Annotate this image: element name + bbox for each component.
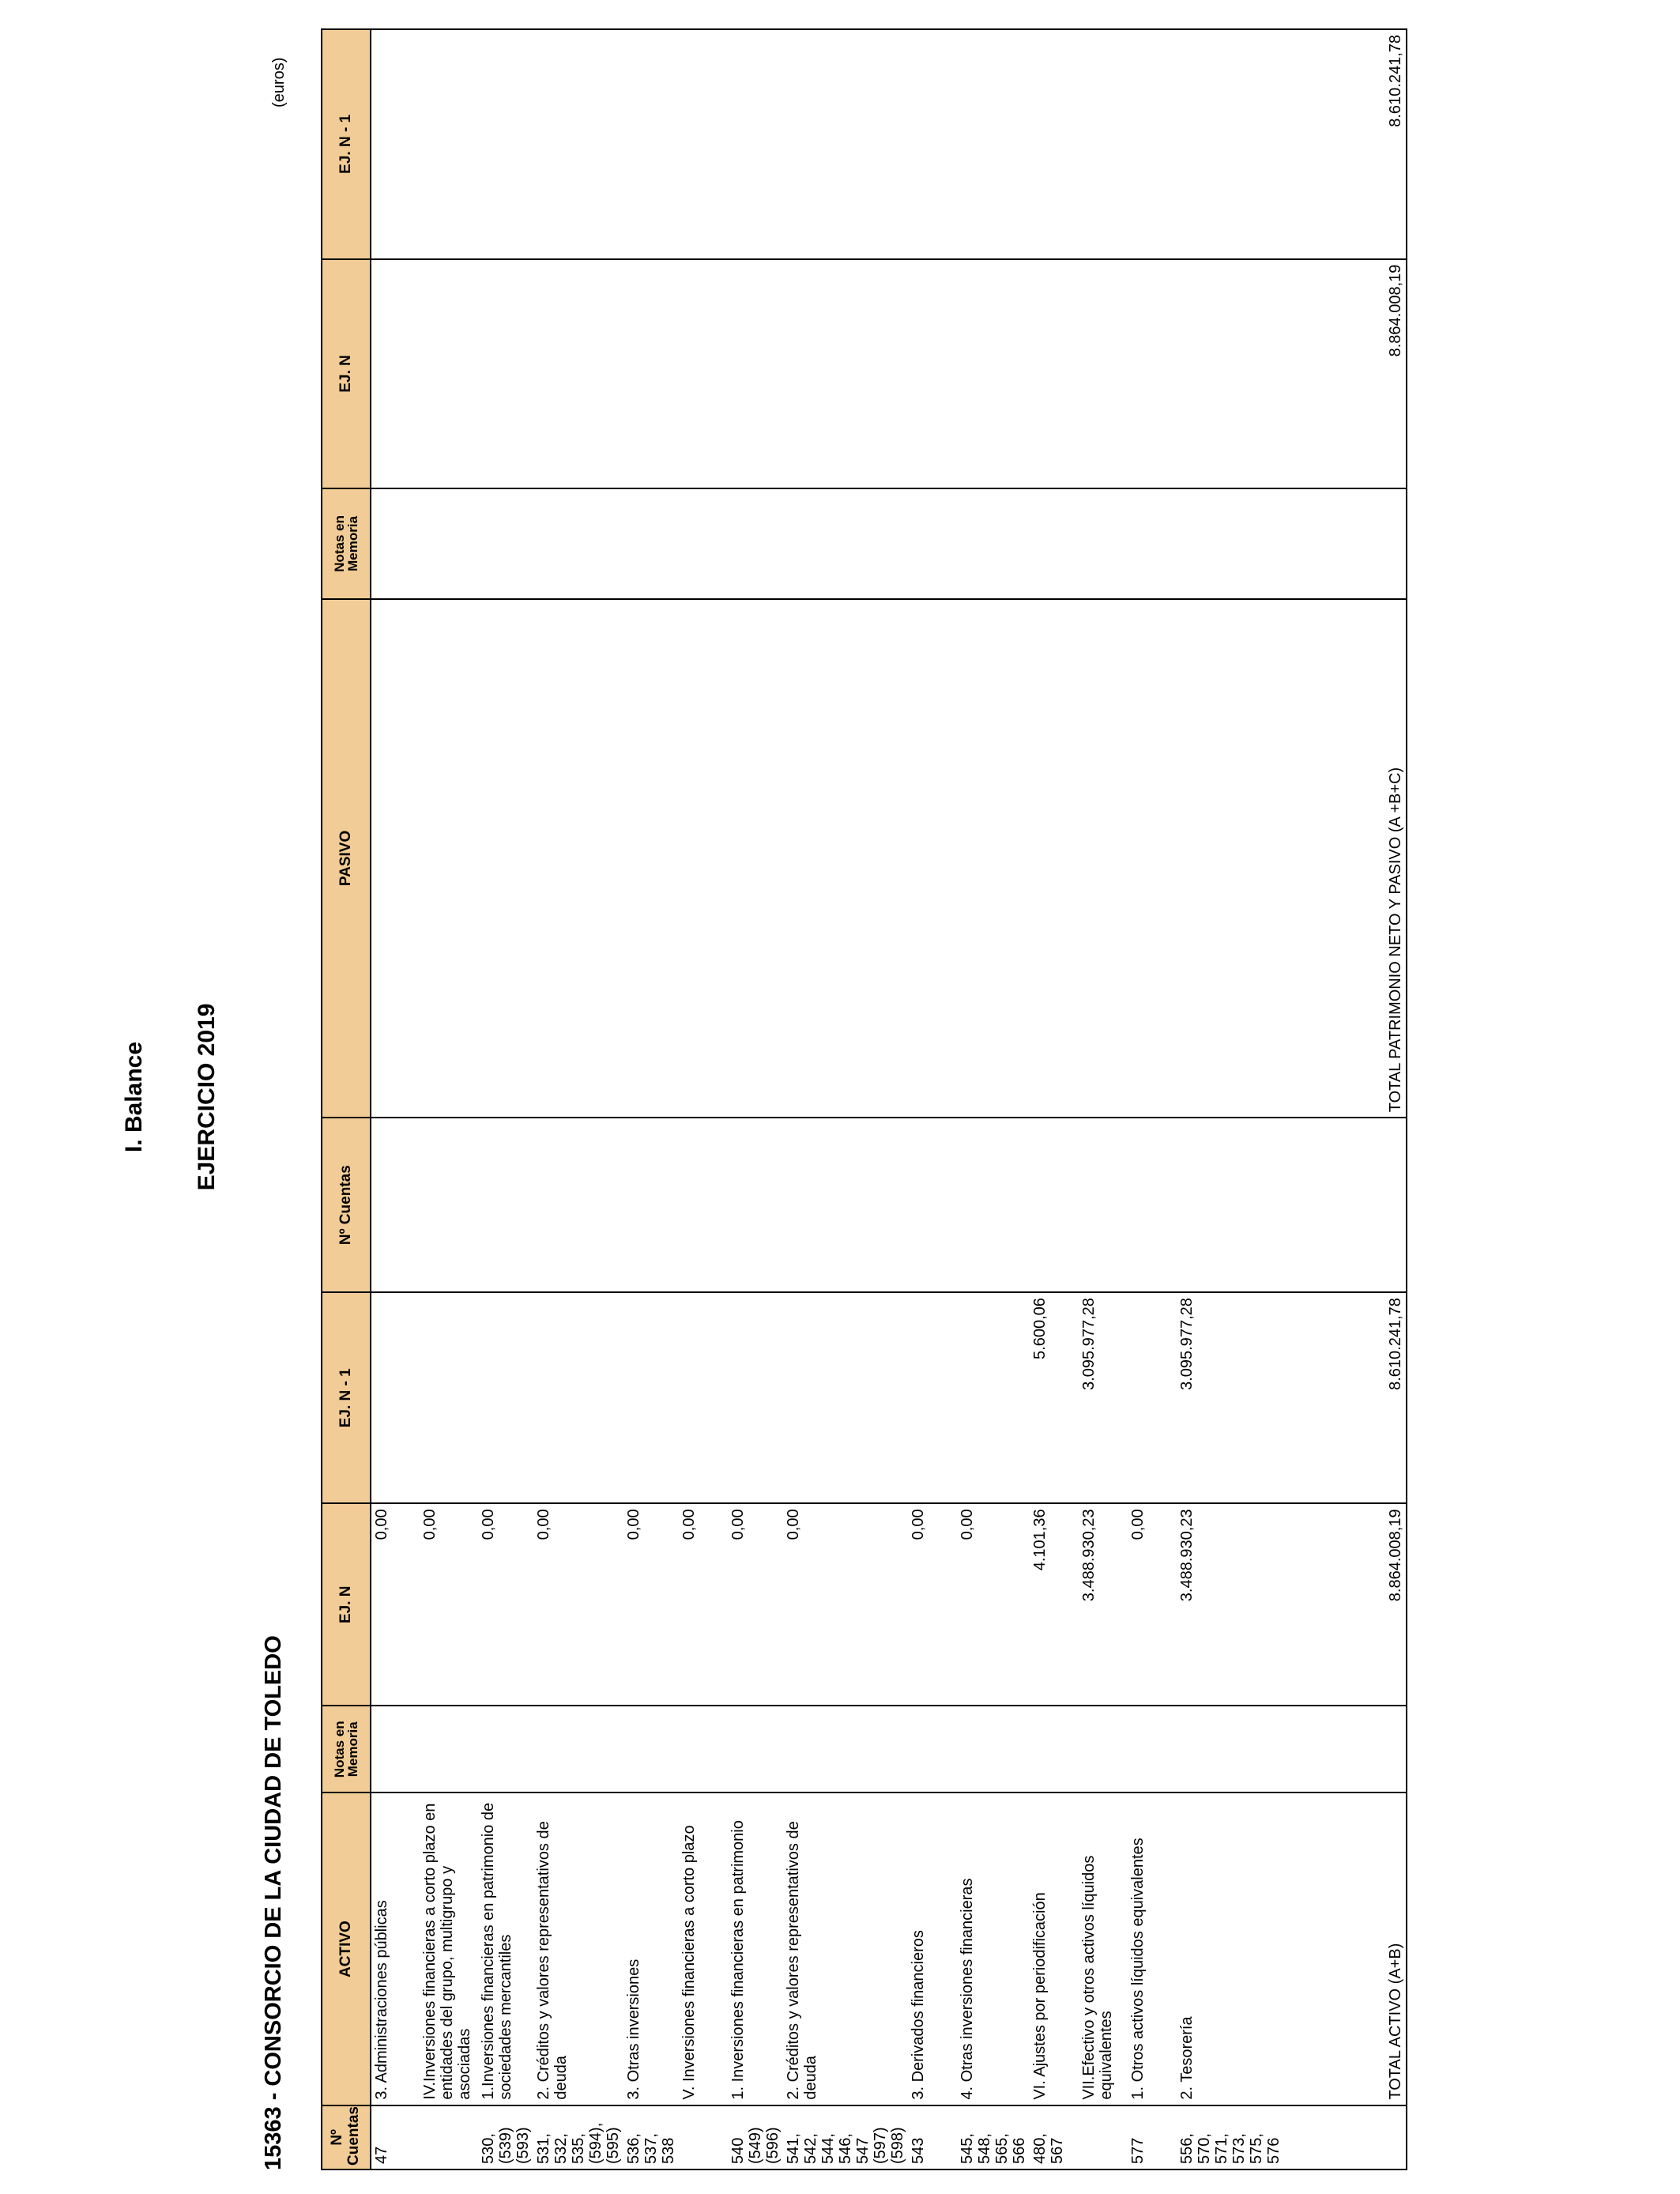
- pasivo-empty-cell: [1030, 488, 1079, 598]
- pasivo-empty-cell: [1128, 488, 1177, 598]
- pasivo-empty-cell: [533, 599, 623, 1118]
- pasivo-empty-cell: [371, 1118, 420, 1292]
- page-subtitle: EJERCICIO 2019: [194, 1003, 220, 1191]
- pasivo-empty-cell: [371, 259, 420, 489]
- pasivo-empty-cell: [1128, 259, 1177, 489]
- balance-table: [321, 28, 1407, 2170]
- ejn-cell: 3.488.930,23: [1177, 1503, 1284, 1706]
- notas-cell: [1128, 1706, 1177, 1793]
- pasivo-empty-cell: [679, 259, 728, 489]
- notas-cell: [371, 1706, 420, 1793]
- total-pasivo-ejn: 8.864.008,19: [1284, 259, 1407, 489]
- ejn1-cell: [533, 1292, 623, 1503]
- pasivo-empty-cell: [728, 488, 783, 598]
- notas-cell: [1030, 1706, 1079, 1793]
- ejn-cell: 0,00: [623, 1503, 679, 1706]
- pasivo-empty-cell: [728, 599, 783, 1118]
- balance-body: [371, 29, 1407, 2169]
- concept-cell: 1. Otros activos líquidos equivalentes: [1128, 1793, 1177, 2105]
- table-row: [1128, 29, 1177, 2169]
- pasivo-empty-cell: [1030, 29, 1079, 259]
- pasivo-empty-cell: [679, 599, 728, 1118]
- notas-cell: [1079, 1706, 1128, 1793]
- ejn-cell: 0,00: [908, 1503, 957, 1706]
- notas-cell: [679, 1706, 728, 1793]
- cuentas-pasivo-cell: [1284, 1118, 1407, 1292]
- page-title: I. Balance: [121, 1041, 147, 1153]
- pasivo-empty-cell: [957, 599, 1030, 1118]
- pasivo-empty-cell: [957, 259, 1030, 489]
- table-row: [908, 29, 957, 2169]
- ejn1-cell: 3.095.977,28: [1079, 1292, 1128, 1503]
- pasivo-empty-cell: [1030, 259, 1079, 489]
- pasivo-empty-cell: [533, 1118, 623, 1292]
- pasivo-empty-cell: [957, 1118, 1030, 1292]
- ejn1-cell: [420, 1292, 478, 1503]
- col-header-cuentas: Nº Cuentas: [322, 2105, 371, 2169]
- pasivo-empty-cell: [783, 29, 908, 259]
- pasivo-empty-cell: [728, 259, 783, 489]
- pasivo-empty-cell: [1128, 599, 1177, 1118]
- concept-cell: 4. Otras inversiones financieras: [957, 1793, 1030, 2105]
- ejn1-cell: [1128, 1292, 1177, 1503]
- col-header-pasivo: PASIVO: [322, 599, 371, 1118]
- col-header-notas-pasivo: Notas en Memoria: [322, 488, 371, 598]
- col-header-ejn1-pasivo: EJ. N - 1: [322, 29, 371, 259]
- notas-cell: [1284, 1706, 1407, 1793]
- pasivo-empty-cell: [478, 29, 533, 259]
- pasivo-empty-cell: [1030, 1118, 1079, 1292]
- pasivo-empty-cell: [1177, 1118, 1284, 1292]
- notas-cell: [420, 1706, 478, 1793]
- cuentas-cell: 480, 567: [1030, 2105, 1079, 2169]
- col-header-activo: ACTIVO: [322, 1793, 371, 2105]
- notas-cell: [533, 1706, 623, 1793]
- ejn-cell: 0,00: [478, 1503, 533, 1706]
- cuentas-cell: 543: [908, 2105, 957, 2169]
- ejn1-cell: 3.095.977,28: [1177, 1292, 1284, 1503]
- cuentas-cell: [1284, 2105, 1407, 2169]
- pasivo-empty-cell: [623, 259, 679, 489]
- concept-cell: V. Inversiones financieras a corto plazo: [679, 1793, 728, 2105]
- pasivo-empty-cell: [1177, 259, 1284, 489]
- ejn-cell: 0,00: [533, 1503, 623, 1706]
- pasivo-empty-cell: [623, 488, 679, 598]
- pasivo-empty-cell: [679, 29, 728, 259]
- header-row: [322, 29, 371, 2169]
- pasivo-empty-cell: [478, 599, 533, 1118]
- ejn-cell: 0,00: [371, 1503, 420, 1706]
- ejn1-cell: [679, 1292, 728, 1503]
- table-row: [1030, 29, 1079, 2169]
- ejn-cell: 0,00: [728, 1503, 783, 1706]
- concept-cell: VII.Efectivo y otros activos líquidos equivalentes: [1079, 1793, 1128, 2105]
- ejn1-cell: 5.600,06: [1030, 1292, 1079, 1503]
- cuentas-cell: 47: [371, 2105, 420, 2169]
- pasivo-empty-cell: [420, 1118, 478, 1292]
- ejn1-cell: [371, 1292, 420, 1503]
- pasivo-empty-cell: [478, 488, 533, 598]
- cuentas-cell: 536, 537, 538: [623, 2105, 679, 2169]
- ejn1-cell: [908, 1292, 957, 1503]
- cuentas-cell: 556, 570, 571, 573, 575, 576: [1177, 2105, 1284, 2169]
- pasivo-empty-cell: [371, 599, 420, 1118]
- pasivo-empty-cell: [728, 1118, 783, 1292]
- total-activo-ejn1: 8.610.241,78: [1284, 1292, 1407, 1503]
- pasivo-empty-cell: [1079, 29, 1128, 259]
- notas-cell: [728, 1706, 783, 1793]
- pasivo-empty-cell: [1079, 488, 1128, 598]
- col-header-notas: Notas en Memoria: [322, 1706, 371, 1793]
- pasivo-empty-cell: [533, 259, 623, 489]
- ejn-cell: 0,00: [783, 1503, 908, 1706]
- concept-cell: 3. Derivados financieros: [908, 1793, 957, 2105]
- pasivo-empty-cell: [478, 259, 533, 489]
- pasivo-empty-cell: [908, 1118, 957, 1292]
- ejn1-cell: [478, 1292, 533, 1503]
- pasivo-empty-cell: [908, 259, 957, 489]
- concept-cell: VI. Ajustes por periodificación: [1030, 1793, 1079, 2105]
- table-row: [957, 29, 1030, 2169]
- pasivo-empty-cell: [623, 29, 679, 259]
- pasivo-empty-cell: [783, 259, 908, 489]
- cuentas-cell: [1079, 2105, 1128, 2169]
- pasivo-empty-cell: [371, 29, 420, 259]
- notas-cell: [908, 1706, 957, 1793]
- cuentas-cell: 545, 548, 565, 566: [957, 2105, 1030, 2169]
- concept-cell: 1.Inversiones financieras en patrimonio de sociedades mercantiles: [478, 1793, 533, 2105]
- pasivo-empty-cell: [1079, 259, 1128, 489]
- table-row: [420, 29, 478, 2169]
- concept-cell: 2. Créditos y valores representativos de deuda: [533, 1793, 623, 2105]
- ejn1-cell: [728, 1292, 783, 1503]
- concept-cell: 3. Otras inversiones: [623, 1793, 679, 2105]
- notas-cell: [783, 1706, 908, 1793]
- concept-cell: 3. Administraciones públicas: [371, 1793, 420, 2105]
- notas-cell: [957, 1706, 1030, 1793]
- ejn-cell: 3.488.930,23: [1079, 1503, 1128, 1706]
- pasivo-empty-cell: [1030, 599, 1079, 1118]
- col-header-ejn1: EJ. N - 1: [322, 1292, 371, 1503]
- cuentas-cell: 531, 532, 535, (594), (595): [533, 2105, 623, 2169]
- ejn-cell: 4.101,36: [1030, 1503, 1079, 1706]
- pasivo-empty-cell: [533, 488, 623, 598]
- cuentas-cell: [420, 2105, 478, 2169]
- col-header-ejn: EJ. N: [322, 1503, 371, 1706]
- pasivo-empty-cell: [1128, 1118, 1177, 1292]
- ejn-cell: 0,00: [957, 1503, 1030, 1706]
- pasivo-empty-cell: [533, 29, 623, 259]
- pasivo-empty-cell: [420, 488, 478, 598]
- ejn1-cell: [957, 1292, 1030, 1503]
- notas-cell: [623, 1706, 679, 1793]
- ejn1-cell: [783, 1292, 908, 1503]
- pasivo-empty-cell: [420, 29, 478, 259]
- cuentas-cell: 530, (539) (593): [478, 2105, 533, 2169]
- pasivo-empty-cell: [679, 488, 728, 598]
- cuentas-cell: 577: [1128, 2105, 1177, 2169]
- organization-name: 15363 - CONSORCIO DE LA CIUDAD DE TOLEDO: [261, 1635, 286, 2170]
- table-row: [478, 29, 533, 2169]
- pasivo-empty-cell: [1079, 1118, 1128, 1292]
- pasivo-empty-cell: [623, 599, 679, 1118]
- totals-row: [1284, 29, 1407, 2169]
- concept-cell: 2. Créditos y valores representativos de deuda: [783, 1793, 908, 2105]
- pasivo-empty-cell: [420, 599, 478, 1118]
- pasivo-empty-cell: [908, 599, 957, 1118]
- concept-cell: 2. Tesorería: [1177, 1793, 1284, 2105]
- units-label: (euros): [270, 57, 288, 107]
- pasivo-empty-cell: [728, 29, 783, 259]
- total-pasivo-ejn1: 8.610.241,78: [1284, 29, 1407, 259]
- pasivo-empty-cell: [478, 1118, 533, 1292]
- pasivo-empty-cell: [1177, 29, 1284, 259]
- pasivo-empty-cell: [371, 488, 420, 598]
- pasivo-empty-cell: [1128, 29, 1177, 259]
- table-row: [533, 29, 623, 2169]
- pasivo-empty-cell: [679, 1118, 728, 1292]
- ejn1-cell: [623, 1292, 679, 1503]
- cuentas-cell: 541, 542, 544, 546, 547 (597) (598): [783, 2105, 908, 2169]
- table-row: [679, 29, 728, 2169]
- table-row: [728, 29, 783, 2169]
- table-row: [623, 29, 679, 2169]
- pasivo-empty-cell: [908, 488, 957, 598]
- pasivo-empty-cell: [1177, 599, 1284, 1118]
- ejn-cell: 0,00: [420, 1503, 478, 1706]
- table-row: [1177, 29, 1284, 2169]
- notas-cell: [478, 1706, 533, 1793]
- cuentas-cell: 540 (549) (596): [728, 2105, 783, 2169]
- table-row: [371, 29, 420, 2169]
- pasivo-empty-cell: [783, 488, 908, 598]
- col-header-ejn-pasivo: EJ. N: [322, 259, 371, 489]
- pasivo-empty-cell: [623, 1118, 679, 1292]
- concept-cell: IV.Inversiones financieras a corto plazo en entidades del grupo, multigrupo y asociadas: [420, 1793, 478, 2105]
- total-activo-ejn: 8.864.008,19: [1284, 1503, 1407, 1706]
- pasivo-empty-cell: [1079, 599, 1128, 1118]
- ejn-cell: 0,00: [679, 1503, 728, 1706]
- pasivo-empty-cell: [1177, 488, 1284, 598]
- notas-pasivo-cell: [1284, 488, 1407, 598]
- col-header-cuentas-pasivo: Nº Cuentas: [322, 1118, 371, 1292]
- notas-cell: [1177, 1706, 1284, 1793]
- total-pasivo-label: TOTAL PATRIMONIO NETO Y PASIVO (A +B+C): [1284, 599, 1407, 1118]
- pasivo-empty-cell: [908, 29, 957, 259]
- ejn-cell: 0,00: [1128, 1503, 1177, 1706]
- pasivo-empty-cell: [957, 488, 1030, 598]
- table-row: [783, 29, 908, 2169]
- pasivo-empty-cell: [783, 1118, 908, 1292]
- concept-cell: 1. Inversiones financieras en patrimonio: [728, 1793, 783, 2105]
- total-activo-label: TOTAL ACTIVO (A+B): [1284, 1793, 1407, 2105]
- pasivo-empty-cell: [957, 29, 1030, 259]
- pasivo-empty-cell: [420, 259, 478, 489]
- table-row: [1079, 29, 1128, 2169]
- pasivo-empty-cell: [783, 599, 908, 1118]
- cuentas-cell: [679, 2105, 728, 2169]
